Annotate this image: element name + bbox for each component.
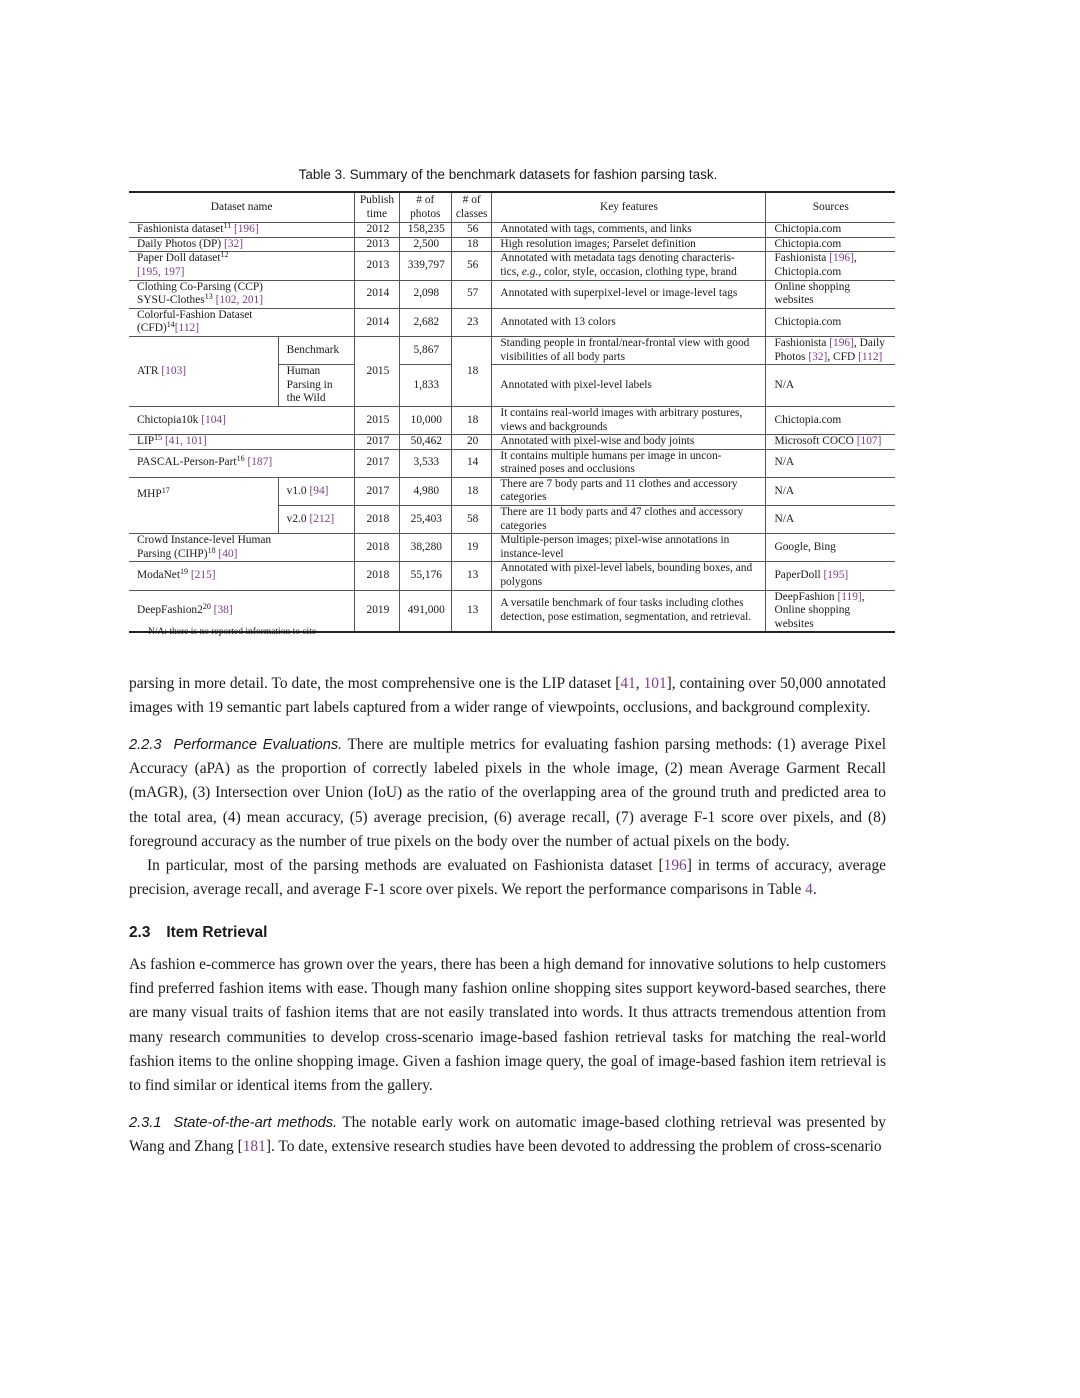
num-classes: 18	[452, 237, 492, 252]
dataset-name: Fashionista dataset$^{11}$ [196]	[129, 223, 355, 238]
key-features: It contains multiple humans per image in uncon- strained poses and occlusions	[492, 449, 766, 477]
citation-link[interactable]: 196	[663, 857, 687, 874]
num-photos: 1,833	[399, 365, 451, 407]
citation-link[interactable]: 41	[620, 675, 636, 692]
num-classes: 14	[452, 449, 492, 477]
publish-year: 2015	[355, 336, 399, 406]
dataset-name: Chictopia10k [104]	[129, 406, 355, 434]
num-classes: 23	[452, 308, 492, 336]
publish-year: 2019	[355, 590, 399, 632]
num-classes: 13	[452, 562, 492, 590]
publish-year: 2018	[355, 506, 399, 534]
paragraph-fashionista-eval: In particular, most of the parsing methods are evaluated on Fashionista dataset [196] in terms of accuracy, average precision, average recall, and average F-1 score over pixels. We report the performance comparisons in Table 4.	[129, 857, 886, 899]
subset-name: Benchmark	[278, 336, 355, 364]
citation-link[interactable]: [41, 101]	[164, 435, 207, 448]
num-classes: 57	[452, 280, 492, 308]
citation-link[interactable]: [102, 201]	[215, 294, 264, 307]
subsection-heading-2-3-1: 2.3.1 State-of-the-art methods.	[129, 1115, 338, 1131]
dataset-name: Paper Doll dataset$^{12}$ [195, 197]	[129, 252, 355, 280]
num-classes: 56	[452, 223, 492, 238]
num-photos: 55,176	[399, 562, 451, 590]
num-photos: 3,533	[399, 449, 451, 477]
publish-year: 2013	[355, 237, 399, 252]
subsection-heading-2-2-3: 2.2.3 Performance Evaluations.	[129, 737, 343, 753]
sources: N/A	[766, 449, 895, 477]
num-classes: 56	[452, 252, 492, 280]
dataset-name: Crowd Instance-level Human Parsing (CIHP)$^{18}$ [40]	[129, 534, 355, 562]
citation-link[interactable]: [107]	[856, 435, 882, 448]
citation-link[interactable]: [104]	[201, 413, 226, 426]
section-heading-2-3: 2.3 Item Retrieval	[129, 924, 268, 941]
sources: Chictopia.com	[766, 406, 895, 434]
citation-link[interactable]: [195]	[823, 569, 849, 582]
dataset-name: Daily Photos (DP) [32]	[129, 237, 355, 252]
num-photos: 4,980	[399, 477, 451, 505]
subset-name: v2.0 [212]	[278, 506, 355, 534]
citation-link[interactable]: [103]	[161, 364, 187, 377]
paragraph-performance-evaluations: 2.2.3 Performance Evaluations. There are multiple metrics for evaluating fashion parsing methods: (1) average Pixel Accuracy (aPA) as the proportion of correctly labeled pixels in the whole image, (2) mean Average Garment Recall (mAGR), (3) Intersection over Union (IoU) as the ratio of the overlapping area of the ground truth and predicted area to the total area, (4) mean accuracy, (5) average precision, (6) average recall, (7) average F-1 score over pixels, and (8) foreground accuracy as the number of true pixels on the body over the number of actual pixels on the body.	[129, 736, 886, 850]
citation-link[interactable]: [112]	[858, 350, 883, 363]
key-features: There are 7 body parts and 11 clothes and accessory categories	[492, 477, 766, 505]
citation-link[interactable]: [196]	[829, 336, 854, 349]
subset-name: v1.0 [94]	[278, 477, 355, 505]
citation-link[interactable]: [32]	[224, 237, 244, 250]
header-num-classes: # of classes	[452, 192, 492, 223]
num-photos: 491,000	[399, 590, 451, 632]
table-row	[129, 477, 895, 505]
citation-link[interactable]: [212]	[309, 512, 335, 525]
dataset-group-name: ATR [103]	[129, 336, 278, 406]
num-photos: 50,462	[399, 435, 451, 450]
publish-year: 2013	[355, 252, 399, 280]
dataset-name: ModaNet$^{19}$ [215]	[129, 562, 355, 590]
num-classes: 18	[452, 336, 492, 406]
table-row	[129, 252, 895, 280]
num-photos: 5,867	[399, 336, 451, 364]
citation-link[interactable]: 101	[643, 675, 667, 692]
citation-link[interactable]: [119]	[837, 590, 862, 603]
sources: Chictopia.com	[766, 308, 895, 336]
citation-link[interactable]: [215]	[190, 569, 216, 582]
citation-link[interactable]: [196]	[233, 223, 259, 236]
key-features: Annotated with pixel-level labels, bounding boxes, and polygons	[492, 562, 766, 590]
citation-link[interactable]: [195, 197]	[137, 265, 185, 278]
key-features: Standing people in frontal/near-frontal view with good visibilities of all body parts	[492, 336, 766, 364]
num-classes: 19	[452, 534, 492, 562]
citation-link[interactable]: [94]	[309, 484, 329, 497]
num-photos: 10,000	[399, 406, 451, 434]
publish-year: 2018	[355, 562, 399, 590]
dataset-name: $DeepFashion2^{20}$ [38]	[129, 590, 355, 632]
key-features: Annotated with superpixel-level or image-level tags	[492, 280, 766, 308]
citation-link[interactable]: [38]	[213, 604, 233, 617]
table-row	[129, 308, 895, 336]
key-features: A versatile benchmark of four tasks including clothes detection, pose estimation, segmentation, and retrieval.	[492, 590, 766, 632]
sources: Microsoft COCO [107]	[766, 435, 895, 450]
citation-link[interactable]: [196]	[829, 252, 854, 265]
table-caption: Table 3. Summary of the benchmark datasets for fashion parsing task.	[298, 167, 718, 182]
sources: Google, Bing	[766, 534, 895, 562]
table-reference-link[interactable]: 4	[805, 881, 813, 899]
header-sources: Sources	[766, 192, 895, 223]
key-features: High resolution images; Parselet definition	[492, 237, 766, 252]
publish-year: 2017	[355, 435, 399, 450]
sources: N/A	[766, 506, 895, 534]
key-features: There are 11 body parts and 47 clothes and accessory categories	[492, 506, 766, 534]
dataset-name: Clothing Co-Parsing (CCP) SYSU-Clothes$^{13}$ [102, 201]	[129, 280, 355, 308]
citation-link[interactable]: 181	[242, 1138, 266, 1156]
table-row	[129, 534, 895, 562]
key-features: Annotated with pixel-level labels	[492, 365, 766, 407]
key-features: It contains real-world images with arbitrary postures, views and backgrounds	[492, 406, 766, 434]
num-photos: 339,797	[399, 252, 451, 280]
table-row	[129, 562, 895, 590]
num-photos: 25,403	[399, 506, 451, 534]
header-num-photos: # of photos	[399, 192, 451, 223]
benchmark-datasets-table	[129, 191, 895, 633]
key-features: Annotated with tags, comments, and links	[492, 223, 766, 238]
table-row	[129, 406, 895, 434]
table-row	[129, 237, 895, 252]
sources: Chictopia.com	[766, 237, 895, 252]
header-dataset-name: Dataset name	[129, 192, 355, 223]
citation-link[interactable]: [112]	[174, 322, 199, 335]
publish-year: 2012	[355, 223, 399, 238]
num-photos: 2,098	[399, 280, 451, 308]
publish-year: 2017	[355, 477, 399, 505]
citation-link[interactable]: [32]	[808, 350, 828, 363]
key-features: Annotated with metadata tags denoting characteris- tics, e.g., color, style, occasion, clothing type, brand	[492, 252, 766, 280]
sources: N/A	[766, 365, 895, 407]
num-photos: 158,235	[399, 223, 451, 238]
dataset-name: Colorful-Fashion Dataset (CFD)$^{14}$[112]	[129, 308, 355, 336]
sources: Chictopia.com	[766, 223, 895, 238]
table-row	[129, 449, 895, 477]
publish-year: 2014	[355, 280, 399, 308]
citation-link[interactable]: [187]	[247, 456, 273, 469]
num-classes: 18	[452, 406, 492, 434]
publish-year: 2014	[355, 308, 399, 336]
num-classes: 18	[452, 477, 492, 505]
table-row	[129, 336, 895, 364]
dataset-name: LIP$^{15}$ [41, 101]	[129, 435, 355, 450]
num-photos: 38,280	[399, 534, 451, 562]
sources: Fashionista [196], Chictopia.com	[766, 252, 895, 280]
key-features: Multiple-person images; pixel-wise annotations in instance-level	[492, 534, 766, 562]
publish-year: 2018	[355, 534, 399, 562]
table-header-row	[129, 192, 895, 223]
header-key-features: Key features	[492, 192, 766, 223]
dataset-name: PASCAL-Person-Part$^{16}$ [187]	[129, 449, 355, 477]
table-footnote: N/A: there is no reported information to cite	[148, 627, 317, 637]
table-row	[129, 280, 895, 308]
num-photos: 2,682	[399, 308, 451, 336]
sources: Online shopping websites	[766, 280, 895, 308]
num-classes: 58	[452, 506, 492, 534]
citation-link[interactable]: [40]	[218, 547, 238, 560]
sources: PaperDoll [195]	[766, 562, 895, 590]
benchmark-table-container	[129, 191, 895, 633]
num-classes: 20	[452, 435, 492, 450]
dataset-group-name: MHP$^{17}$	[129, 477, 278, 533]
subset-name: Human Parsing in the Wild	[278, 365, 355, 407]
paragraph-state-of-the-art: 2.3.1 State-of-the-art methods. The notable early work on automatic image-based clothing retrieval was presented by Wang and Zhang [181]. To date, extensive research studies have been devoted to addressing the problem of cross-scenario	[129, 1114, 886, 1156]
paragraph-lip-intro: parsing in more detail. To date, the most comprehensive one is the LIP dataset [41, 101], containing over 50,000 annotated images with 19 semantic part labels captured from a wider range of viewpoints, occlusions, and background complexity.	[129, 675, 887, 717]
header-publish-time: Publish time	[355, 192, 399, 223]
publish-year: 2015	[355, 406, 399, 434]
sources: N/A	[766, 477, 895, 505]
key-features: Annotated with 13 colors	[492, 308, 766, 336]
sources: DeepFashion [119], Online shopping websites	[766, 590, 895, 632]
sources: Fashionista [196], Daily Photos [32], CFD [112]	[766, 336, 895, 364]
key-features: Annotated with pixel-wise and body joints	[492, 435, 766, 450]
num-classes: 13	[452, 590, 492, 632]
publish-year: 2017	[355, 449, 399, 477]
num-photos: 2,500	[399, 237, 451, 252]
paragraph-item-retrieval: As fashion e-commerce has grown over the years, there has been a high demand for innovative solutions to help customers find preferred fashion items with ease. Though many fashion online shopping sites support keyword-based searches, there are many visual traits of fashion items that are not easily translated into words. It thus attracts tremendous attention from many research communities to develop cross-scenario image-based fashion retrieval tasks for matching the real-world fashion items to the online shopping image. Given a fashion image query, the goal of image-based fashion item retrieval is to find similar or identical items from the gallery.	[129, 956, 886, 1095]
table-row	[129, 223, 895, 238]
table-row	[129, 435, 895, 450]
